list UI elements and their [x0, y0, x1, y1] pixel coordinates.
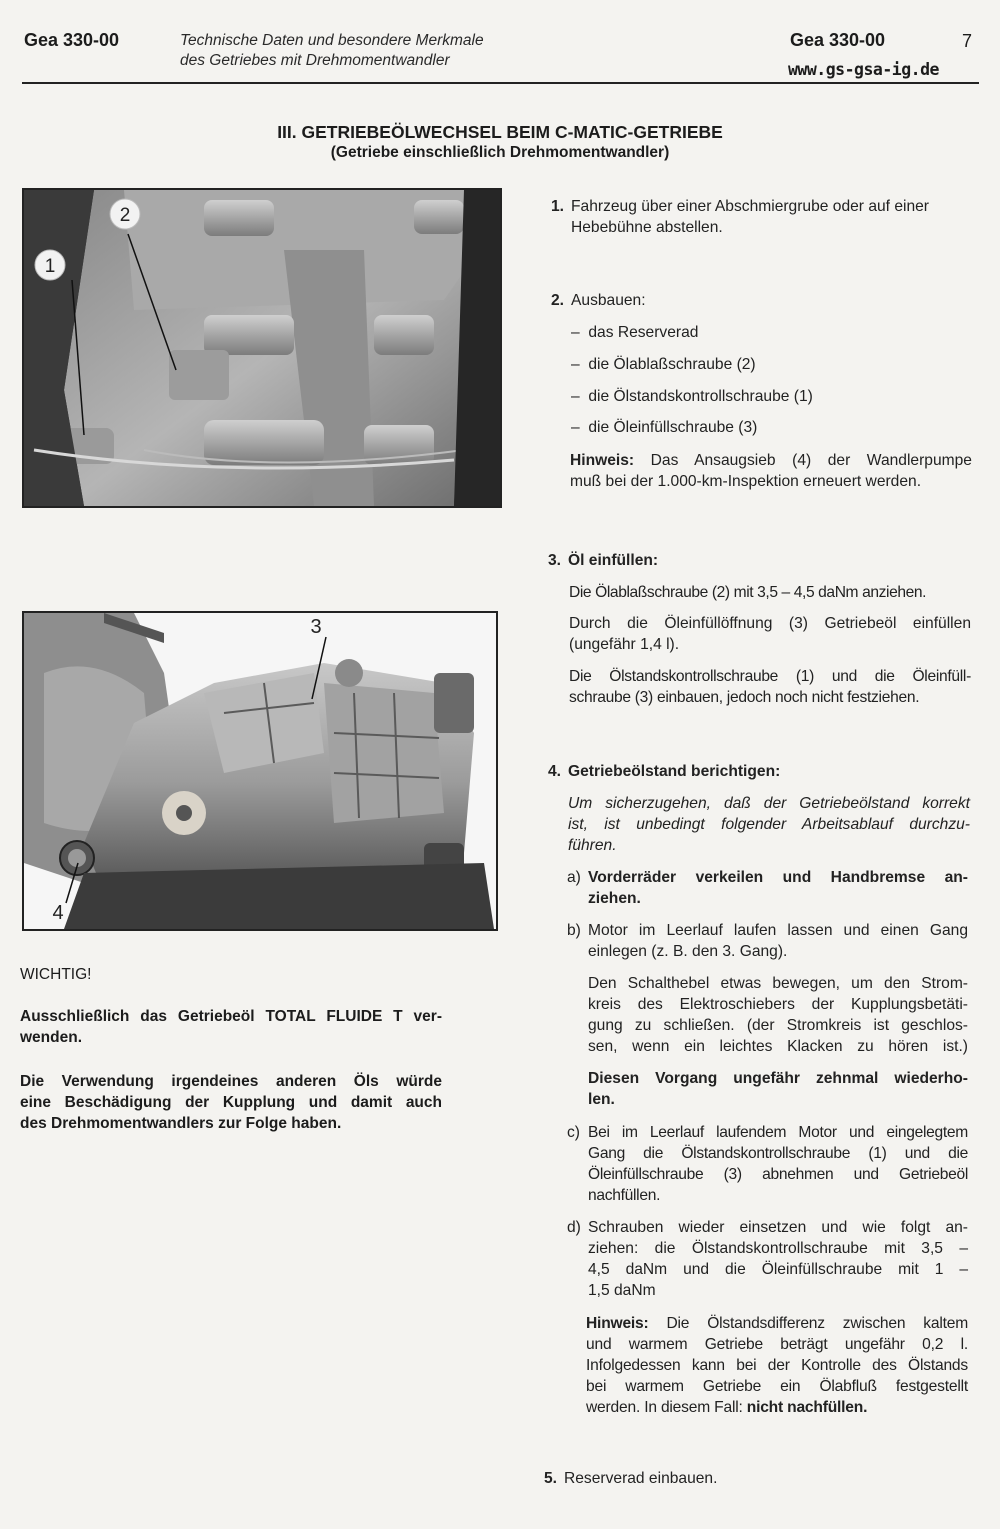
header-code-left: Gea 330-00: [24, 30, 120, 50]
step-4d-text: Schrauben wieder einsetzen und wie folgt an- ziehen: die Ölstandskontrollschraube mit 3,5 – 4,5 daNm und die Öleinfüllschraube mit 1 – 1,5 daNm: [588, 1219, 968, 1299]
step-2-note: Hinweis: Das Ansaugsieb (4) der Wandlerpumpe muß bei der 1.000-km-Inspektion erneuert werden.: [570, 452, 972, 490]
step-4c-label: c): [567, 1124, 580, 1141]
step-2-item-4: – die Öleinfüllschraube (3): [571, 419, 758, 436]
step-4a-text: Vorderräder verkeilen und Handbremse an- ziehen.: [588, 869, 968, 907]
step-2-label: Ausbauen:: [571, 292, 646, 309]
warning-p2: Die Verwendung irgendeines anderen Öls würde eine Beschädigung der Kupplung und damit auch des Drehmomentwandlers zur Folge haben.: [20, 1073, 442, 1132]
photo-gearbox-side: [22, 611, 498, 931]
step-1-line2: Hebebühne abstellen.: [571, 219, 723, 236]
step-3-p1: Die Ölablaßschraube (2) mit 3,5 – 4,5 daNm anziehen.: [569, 584, 927, 601]
header-subtitle: [180, 31, 484, 71]
header-subtitle-line2: des Getriebes mit Drehmomentwandler: [180, 52, 450, 69]
callout-4-label: 4: [52, 902, 64, 924]
photo-gearbox-side-drawing: [24, 613, 496, 929]
step-4-intro: Um sicherzugehen, daß der Getriebeölstand korrekt ist, ist unbedingt folgender Arbeitsablauf durchzu- führen.: [568, 795, 970, 854]
header-subtitle-line1: Technische Daten und besondere Merkmale: [180, 32, 484, 49]
header-code-right: Gea 330-00: [790, 30, 886, 50]
step-3-p2: Durch die Öleinfüllöffnung (3) Getriebeöl einfüllen (ungefähr 1,4 l).: [569, 615, 971, 653]
website-link[interactable]: www.gs-gsa-ig.de: [788, 60, 939, 79]
step-3-number: 3.: [548, 552, 562, 569]
step-3-label: Öl einfüllen:: [568, 552, 659, 569]
step-3-p3: Die Ölstandskontrollschraube (1) und die Öleinfüll- schraube (3) einbauen, jedoch noch nicht festziehen.: [569, 668, 971, 706]
photo-gearbox-underside: [22, 188, 502, 508]
warning-p1: Ausschließlich das Getriebeöl TOTAL FLUIDE T ver- wenden.: [20, 1008, 442, 1046]
page-title: III. GETRIEBEÖLWECHSEL BEIM C-MATIC-GETRIEBE: [277, 122, 723, 142]
step-1-text: [571, 196, 975, 238]
step-5-text: Reserverad einbauen.: [564, 1470, 718, 1487]
step-4b-p3: Diesen Vorgang ungefähr zehnmal wiederho- len.: [588, 1070, 968, 1108]
step-4b-text: Motor im Leerlauf laufen lassen und einen Gang einlegen (z. B. den 3. Gang).: [588, 922, 968, 960]
step-2-item-1: – das Reserverad: [571, 324, 699, 341]
step-2-item-3: – die Ölstandskontrollschraube (1): [571, 388, 813, 405]
step-2-item-2: – die Ölablaßschraube (2): [571, 356, 756, 373]
step-2-number: 2.: [551, 292, 565, 309]
step-4-note: Hinweis: Die Ölstandsdifferenz zwischen kaltem und warmem Getriebe beträgt ungefähr 0,2 l. Infolgedessen kann bei der Kontrolle des Ölstands bei warmem Getriebe ein Ölabfluß festgestellt werden. In diesem Fall: nicht nachfüllen.: [586, 1315, 968, 1416]
callout-2-label: 2: [119, 205, 131, 226]
warning-label: WICHTIG!: [20, 966, 92, 983]
step-1-number: 1.: [551, 198, 565, 215]
step-4d-label: d): [567, 1219, 581, 1236]
step-4a-label: a): [567, 869, 581, 886]
header-rule: [22, 82, 979, 84]
step-5-number: 5.: [544, 1470, 558, 1487]
page-number: 7: [962, 31, 973, 51]
photo-gearbox-underside-drawing: [24, 190, 500, 506]
page-subtitle: (Getriebe einschließlich Drehmomentwandler): [330, 144, 670, 161]
step-4-label: Getriebeölstand berichtigen:: [568, 763, 781, 780]
step-4c-text: Bei im Leerlauf laufendem Motor und eingelegtem Gang die Ölstandskontrollschraube (1) und die Öleinfüllschraube (3) abnehmen und Getriebeöl nachfüllen.: [588, 1124, 968, 1204]
callout-3-label: 3: [310, 616, 322, 638]
step-4-number: 4.: [548, 763, 562, 780]
step-1-line1: Fahrzeug über einer Abschmiergrube oder auf einer: [571, 198, 930, 215]
step-4b-p2: Den Schalthebel etwas bewegen, um den Strom- kreis des Elektroschiebers der Kupplungsbetäti- gung zu schließen. (der Stromkreis ist geschlos- sen, wenn ein leichtes Klacken zu hören ist.): [588, 975, 968, 1055]
callout-1-label: 1: [44, 256, 56, 277]
step-4b-label: b): [567, 922, 581, 939]
